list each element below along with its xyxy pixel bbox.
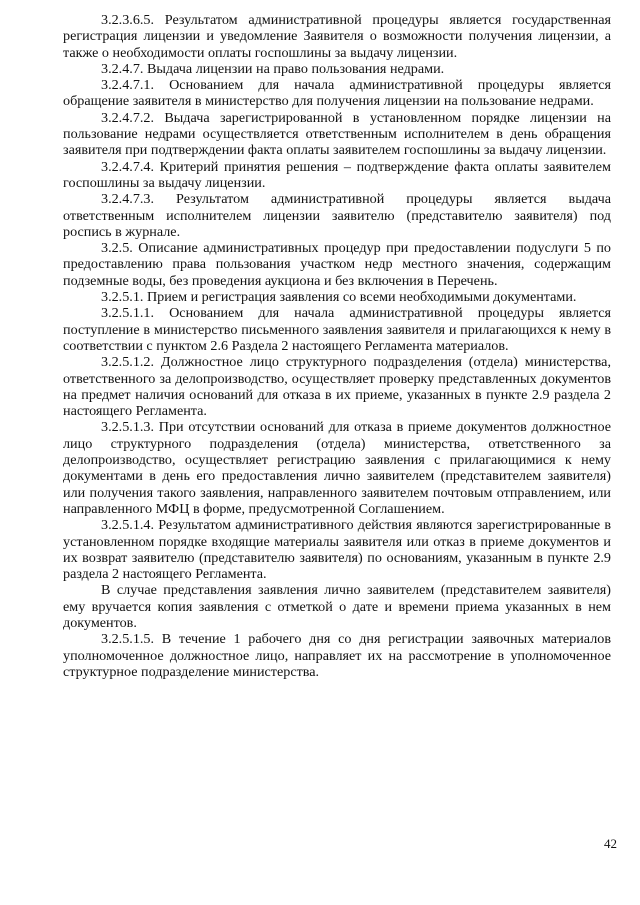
paragraph-3-2-5-1-1: 3.2.5.1.1. Основанием для начала административной процедуры является поступление в министерство письменного заявления заявителя и прилагающихся к нему в соответствии с пунктом 2.6 Раздела 2 настоящего Регламента материалов. bbox=[63, 305, 611, 354]
paragraph-3-2-5: 3.2.5. Описание административных процедур при предоставлении подуслуги 5 по предоставлению права пользования участком недр местного значения, содержащим подземные воды, без проведения аукциона и без включения в Перечень. bbox=[63, 240, 611, 289]
paragraph-3-2-4-7-1: 3.2.4.7.1. Основанием для начала административной процедуры является обращение заявителя в министерство для получения лицензии на пользование недрами. bbox=[63, 77, 611, 110]
paragraph-3-2-4-7-2: 3.2.4.7.2. Выдача зарегистрированной в установленном порядке лицензии на пользование недрами осуществляется ответственным исполнителем в день обращения заявителя при подтверждении факта оплаты заявителем госпошлины за выдачу лицензии. bbox=[63, 109, 611, 159]
paragraph-3-2-4-7: 3.2.4.7. Выдача лицензии на право пользования недрами. bbox=[101, 60, 445, 77]
document-body bbox=[63, 12, 611, 680]
page-number: 42 bbox=[604, 836, 617, 851]
paragraph-3-2-5-1-5: 3.2.5.1.5. В течение 1 рабочего дня со дня регистрации заявочных материалов уполномоченное должностное лицо, направляет их на рассмотрение в уполномоченное структурное подразделение министерства. bbox=[63, 631, 611, 680]
paragraph-3-2-5-1-4: 3.2.5.1.4. Результатом административного действия являются зарегистрированные в установленном порядке входящие материалы заявителя или отказ в приеме документов и их возврат заявителю (представителю заявителя) по основаниям, указанным в пункте 2.9 раздела 2 настоящего Регламента. bbox=[63, 517, 611, 583]
paragraph-3-2-5-1-2: 3.2.5.1.2. Должностное лицо структурного подразделения (отдела) министерства, ответственного за делопроизводство, осуществляет проверку представленных документов на предмет наличия оснований для отказа в их приеме, указанных в пункте 2.9 раздела 2 настоящего Регламента. bbox=[63, 354, 611, 420]
paragraph-personal-submission: В случае представления заявления лично заявителем (представителем заявителя) ему вручается копия заявления с отметкой о дате и времени приема указанных в нем документов. bbox=[63, 582, 611, 631]
paragraph-3-2-5-1: 3.2.5.1. Прием и регистрация заявления со всеми необходимыми документами. bbox=[101, 289, 577, 306]
paragraph-3-2-5-1-3: 3.2.5.1.3. При отсутствии оснований для отказа в приеме документов должностное лицо структурного подразделения (отдела) министерства, ответственного за делопроизводство, осуществляет регистрацию заявления с прилагающимися к нему документами в день его предоставления лично заявителем (представителем заявителя) или получения такого заявления, направленного заявителем почтовым отправлением, или направленного МФЦ в форме, предусмотренной Соглашением. bbox=[63, 419, 611, 517]
paragraph-3-2-4-7-4: 3.2.4.7.4. Критерий принятия решения – подтверждение факта оплаты заявителем госпошлины за выдачу лицензии. bbox=[63, 158, 611, 191]
paragraph-3-2-4-7-3: 3.2.4.7.3. Результатом административной процедуры является выдача ответственным исполнителем лицензии заявителю (представителю заявителя) под роспись в журнале. bbox=[63, 191, 611, 240]
paragraph-3-2-3-6-5: 3.2.3.6.5. Результатом административной процедуры является государственная регистрация лицензии и уведомление Заявителя о возможности получения лицензии, а также о необходимости оплаты госпошлины за выдачу лицензии. bbox=[63, 12, 611, 61]
